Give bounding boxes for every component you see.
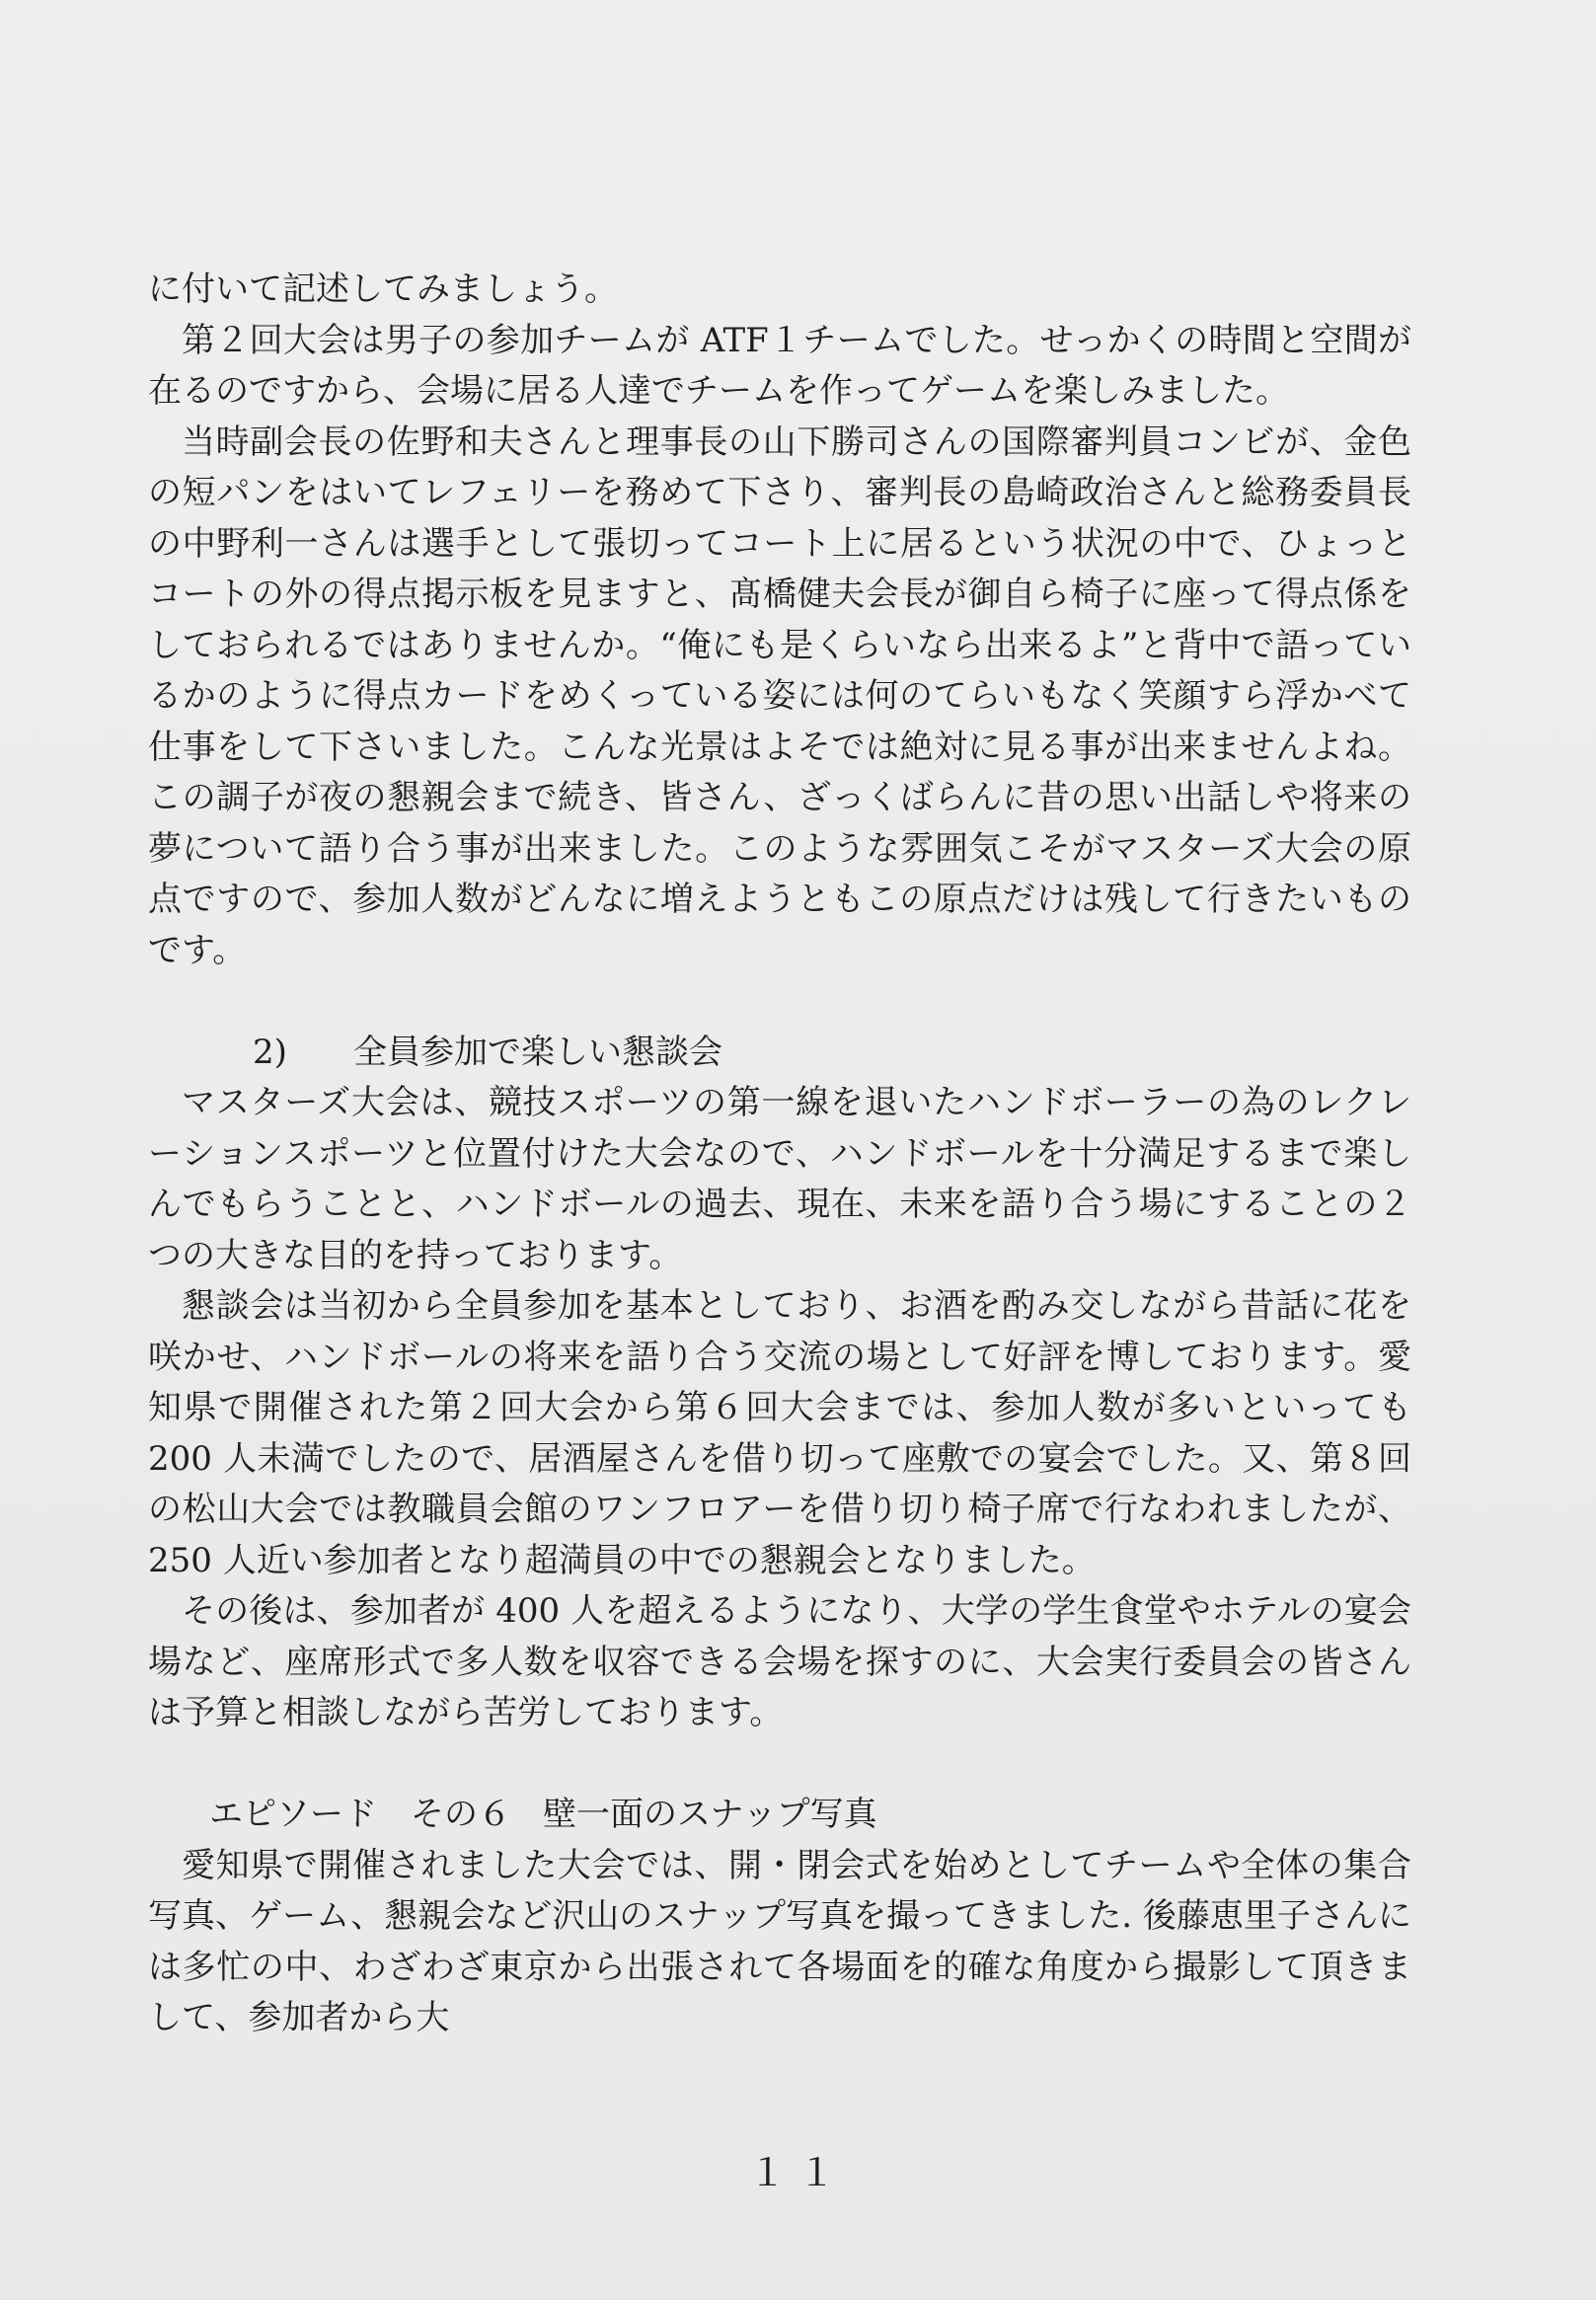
paragraph-referee-anecdote: 当時副会長の佐野和夫さんと理事長の山下勝司さんの国際審判員コンビが、金色の短パンをはいてレフェリーを務めて下さり、審判長の島崎政治さんと総務委員長の中野利一さんは選手として張切ってコート上に居るという状況の中で、ひょっとコートの外の得点掲示板を見ますと、髙橋健夫会長が御自ら椅子に座って得点係をしておられるではありませんか。“俺にも是くらいなら出来るよ”と背中で語っているかのように得点カードをめくっている姿には何のてらいもなく笑顔すら浮かべて仕事をして下さいました。こんな光景はよそでは絶対に見る事が出来ませんよね。この調子が夜の懇親会まで続き、皆さん、ざっくばらんに昔の思い出話しや将来の夢について語り合う事が出来ました。このような雰囲気こそがマスターズ大会の原点ですので、参加人数がどんなに増えようともこの原点だけは残して行きたいものです。 bbox=[148, 422, 1411, 970]
episode-label: エピソード その６ bbox=[209, 1795, 511, 1834]
spacer bbox=[148, 1739, 1411, 1791]
paragraph-second-tournament: 第２回大会は男子の参加チームが ATF１チームでした。せっかくの時間と空間が在るのですから、会場に居る人達でチームを作ってゲームを楽しみました。 bbox=[148, 320, 1411, 411]
spacer bbox=[148, 976, 1411, 1028]
episode-title: 壁一面のスナップ写真 bbox=[543, 1795, 877, 1834]
paragraph-social-gathering: 懇談会は当初から全員参加を基本としており、お酒を酌み交しながら昔話に花を咲かせ、ハンドボールの将来を語り合う交流の場として好評を博しております。愛知県で開催された第２回大会から第６回大会までは、参加人数が多いといっても 200 人未満でしたので、居酒屋さんを借り切って座敷での宴会でした。又、第８回の松山大会では教職員会館のワンフロアーを借り切り椅子席で行なわれましたが、250 人近い参加者となり超満員の中での懇親会となりました。 bbox=[148, 1286, 1411, 1580]
section-heading bbox=[148, 1028, 1411, 1079]
section-title: 全員参加で楽しい懇談会 bbox=[353, 1032, 722, 1072]
episode-heading bbox=[148, 1790, 1411, 1841]
paragraph-continuation: に付いて記述してみましょう。 bbox=[148, 269, 618, 309]
section-number: 2) bbox=[253, 1032, 287, 1072]
page-number: １１ bbox=[748, 2151, 848, 2194]
body-text bbox=[148, 265, 1411, 2044]
paragraph-venue-search: その後は、参加者が 400 人を超えるようになり、大学の学生食堂やホテルの宴会場など、座席形式で多人数を収容できる会場を探すのに、大会実行委員会の皆さんは予算と相談しながら苦労しております。 bbox=[148, 1591, 1411, 1732]
paragraph-masters-purpose: マスターズ大会は、競技スポーツの第一線を退いたハンドボーラーの為のレクレーションスポーツと位置付けた大会なので、ハンドボールを十分満足するまで楽しんでもらうことと、ハンドボールの過去、現在、未来を語り合う場にすることの２つの大きな目的を持っております。 bbox=[148, 1083, 1411, 1275]
paragraph-snapshots: 愛知県で開催されました大会では、開・閉会式を始めとしてチームや全体の集合写真、ゲーム、懇親会など沢山のスナップ写真を撮ってきました. 後藤恵里子さんには多忙の中、わざわざ東京から出張されて各場面を的確な角度から撮影して頂きまして、参加者から大 bbox=[148, 1845, 1411, 2037]
